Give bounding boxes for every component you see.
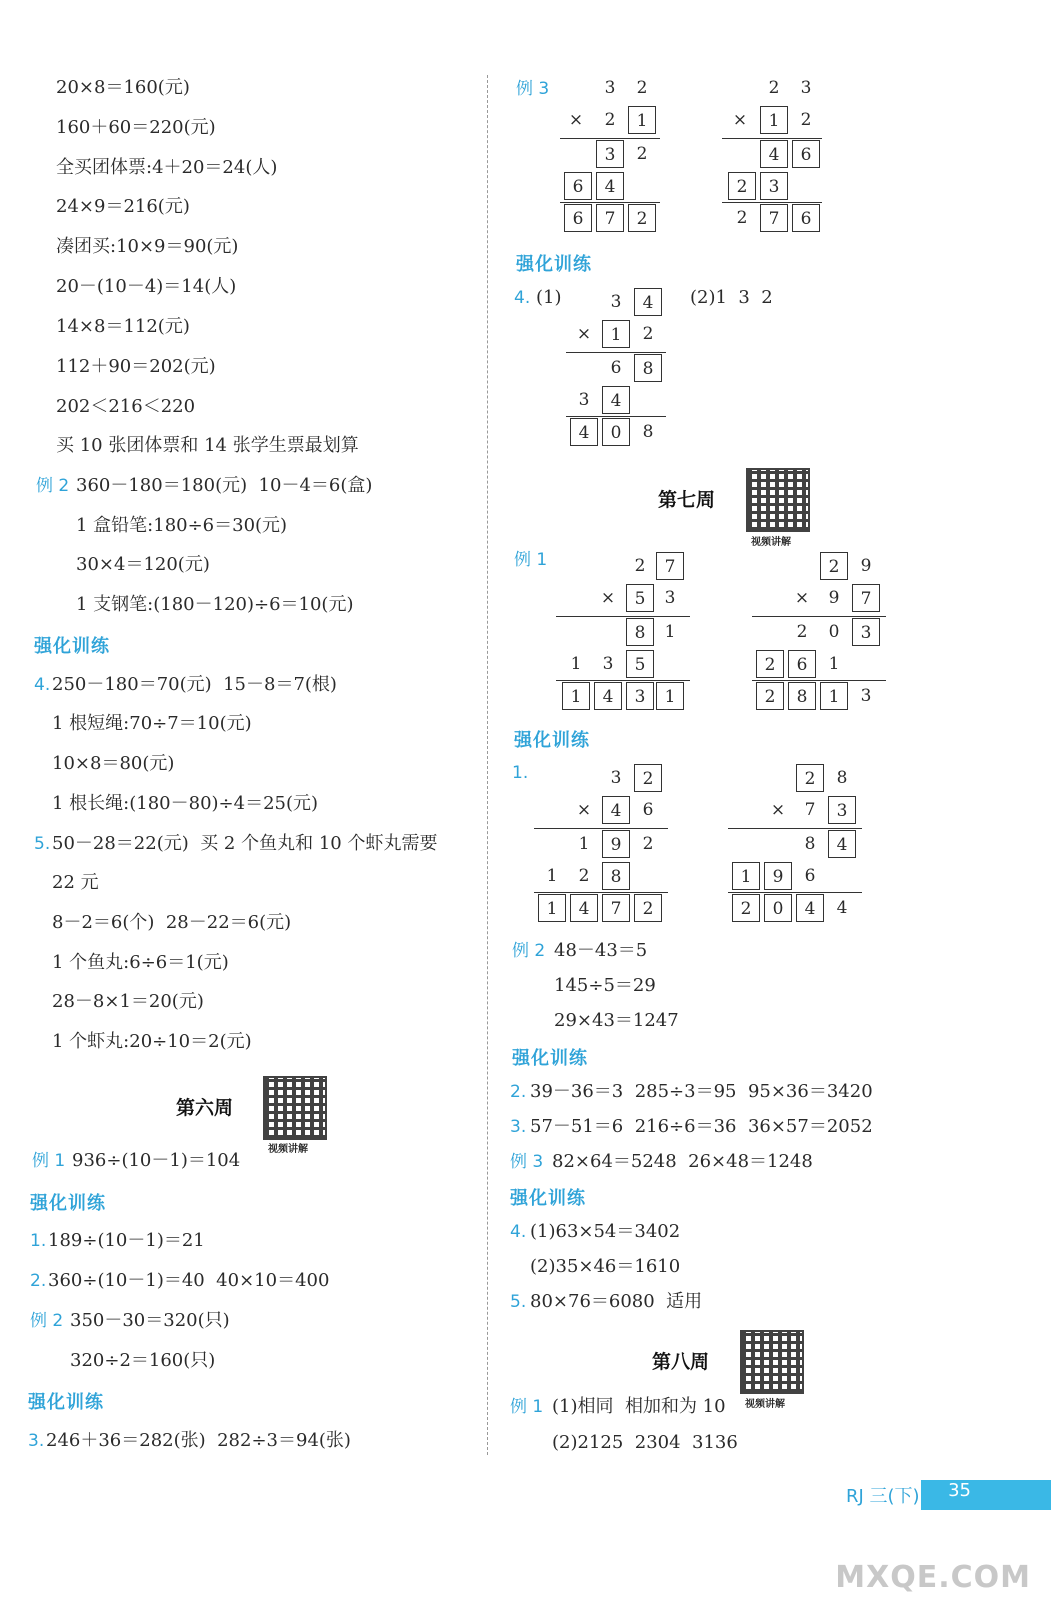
digit: 3 [664,588,676,608]
qr-code-icon [263,1076,327,1140]
digit-box: 2 [756,650,784,678]
digit: 1 [578,834,590,854]
text-line: 350－30＝320(只) [70,1310,230,1331]
text-line: 189÷(10－1)＝21 [48,1230,205,1251]
text-line: 1 个虾丸:20÷10＝2(元) [52,1031,252,1052]
text-line: 1 根长绳:(180－80)÷4＝25(元) [52,793,319,814]
watermark: MXQE.COM [835,1560,1031,1595]
rule-line [566,416,666,417]
digit-box: 8 [634,354,662,382]
rule-line [728,892,862,893]
section-heading: 强化训练 [516,254,592,275]
digit-box: 0 [764,894,792,922]
digit: 3 [610,768,622,788]
qr-caption: 视频讲解 [268,1144,308,1155]
section-heading: 强化训练 [514,730,590,751]
digit-box: 9 [764,862,792,890]
text-line: 160＋60＝220(元) [56,117,216,138]
digit-box: 5 [626,650,654,678]
digit-box: 7 [596,204,624,232]
text-line: (1)相同 相加和为 10 [552,1396,726,1417]
rule-line [534,892,668,893]
digit-box: 3 [852,618,880,646]
question-number: 4. [510,1222,527,1242]
times-sign: × [600,588,616,608]
text-line: 202＜216＜220 [56,396,196,417]
question-number: 4. [514,288,531,308]
question-number: 5. [34,834,51,854]
question-number: 1. [30,1231,47,1251]
question-number: 3. [510,1117,527,1137]
digit: 3 [602,654,614,674]
text-line: 250－180＝70(元) 15－8＝7(根) [52,674,337,695]
week-heading: 第六周 [176,1097,234,1119]
page-number: 35 [948,1480,971,1501]
digit-box: 4 [570,418,598,446]
example-label: 例 3 [510,1152,544,1172]
digit-box: 2 [728,172,756,200]
digit-box: 6 [564,204,592,232]
digit-box: 8 [602,862,630,890]
text-line: 20－(10－4)＝14(人) [56,276,237,297]
times-sign: × [576,800,592,820]
text-line: 80×76＝6080 适用 [530,1291,703,1312]
digit-box: 9 [602,830,630,858]
digit-box: 1 [602,320,630,348]
text-line: 145÷5＝29 [554,975,656,996]
text-line: 57－51＝6 216÷6＝36 36×57＝2052 [530,1116,873,1137]
text-line: 246＋36＝282(张) 282÷3＝94(张) [46,1430,351,1451]
page-footer [751,1474,1051,1518]
example-label: 例 1 [514,550,548,570]
times-sign: × [770,800,786,820]
text-line: 28－8×1＝20(元) [52,991,204,1012]
digit-box: 1 [628,106,656,134]
digit-box: 7 [656,552,684,580]
example-label: 例 2 [512,941,546,961]
digit-box: 1 [760,106,788,134]
text-line: 全买团体票:4＋20＝24(人) [56,157,278,178]
digit-box: 7 [852,584,880,612]
text-line: 24×9＝216(元) [56,196,190,217]
rule-line [728,828,862,829]
digit: 6 [642,800,654,820]
text-line: 39－36＝3 285÷3＝95 95×36＝3420 [530,1081,873,1102]
text-line: 112＋90＝202(元) [56,356,216,377]
digit-box: 1 [732,862,760,890]
digit-box: 4 [796,894,824,922]
digit-box: 6 [564,172,592,200]
digit-box: 5 [626,584,654,612]
digit: 8 [836,768,848,788]
digit-box: 4 [760,140,788,168]
digit: 9 [828,588,840,608]
digit: 6 [804,866,816,886]
times-sign: × [576,324,592,344]
digit-box: 6 [792,204,820,232]
rule-line [534,828,668,829]
week-heading: 第八周 [652,1351,710,1373]
text-line: 360÷(10－1)＝40 40×10＝400 [48,1270,330,1291]
text-line: (2)2125 2304 3136 [552,1432,738,1453]
digit-box: 1 [656,682,684,710]
digit: 6 [610,358,622,378]
text-line: 29×43＝1247 [554,1010,679,1031]
digit-box: 3 [596,140,624,168]
rule-line [556,680,690,681]
example-label: 例 2 [36,476,70,496]
digit: 1 [546,866,558,886]
digit: 4 [836,898,848,918]
digit-box: 3 [828,796,856,824]
digit: 3 [604,78,616,98]
text-line: 30×4＝120(元) [76,554,210,575]
section-heading: 强化训练 [28,1392,104,1413]
digit-box: 4 [634,288,662,316]
digit-box: 1 [820,682,848,710]
digit: 2 [800,110,812,130]
qr-caption: 视频讲解 [751,537,791,548]
digit-box: 7 [602,894,630,922]
digit-box: 4 [602,796,630,824]
rule-line [566,352,666,353]
section-heading: 强化训练 [510,1188,586,1209]
question-number: 2. [30,1271,47,1291]
digit-box: 2 [634,764,662,792]
footer-bar [921,1480,1051,1510]
text-line: 14×8＝112(元) [56,316,190,337]
text-line: 1 支钢笔:(180－120)÷6＝10(元) [76,594,354,615]
rule-line [752,680,886,681]
digit-box: 8 [788,682,816,710]
digit: 3 [578,390,590,410]
digit-box: 3 [760,172,788,200]
text-line: 320÷2＝160(只) [70,1350,216,1371]
digit-box: 7 [760,204,788,232]
qr-code-icon [740,1330,804,1394]
text-line: 1 根短绳:70÷7＝10(元) [52,713,252,734]
digit-box: 8 [626,618,654,646]
digit: 3 [860,686,872,706]
qr-caption: 视频讲解 [745,1399,785,1410]
digit-box: 4 [596,172,624,200]
digit: 1 [570,654,582,674]
times-sign: × [732,110,748,130]
text-line: 82×64＝5248 26×48＝1248 [552,1151,813,1172]
section-heading: 强化训练 [512,1048,588,1069]
digit: 2 [636,78,648,98]
question-number: 2. [510,1082,527,1102]
digit: 7 [804,800,816,820]
digit-box: 4 [602,386,630,414]
rule-line [722,202,822,203]
digit-box: 2 [732,894,760,922]
text-line: 8－2＝6(个) 28－22＝6(元) [52,912,292,933]
digit-box: 3 [626,682,654,710]
question-number: 1. [512,763,529,783]
text-line: 买 10 张团体票和 14 张学生票最划算 [56,435,359,456]
digit-box: 2 [628,204,656,232]
example-label: 例 1 [510,1397,544,1417]
text-line: (2)1 3 2 [690,287,773,308]
text-line: 1 盒铅笔:180÷6＝30(元) [76,515,288,536]
digit-box: 2 [756,682,784,710]
section-heading: 强化训练 [34,636,110,657]
digit: 9 [860,556,872,576]
text-line: (2)35×46＝1610 [530,1256,681,1277]
digit-box: 0 [602,418,630,446]
text-line: 360－180＝180(元) 10－4＝6(盒) [76,475,373,496]
week-heading: 第七周 [658,489,716,511]
rule-line [556,616,690,617]
times-sign: × [568,110,584,130]
text-line: 10×8＝80(元) [52,753,175,774]
question-number: 3. [28,1431,45,1451]
digit: 2 [636,144,648,164]
digit: 1 [664,622,676,642]
rule-line [560,202,660,203]
digit-box: 4 [570,894,598,922]
rule-line [722,138,822,139]
digit: 2 [642,834,654,854]
column-divider [487,75,488,1455]
digit: 1 [828,654,840,674]
example-label: 例 2 [30,1311,64,1331]
digit-box: 4 [828,830,856,858]
digit-box: 2 [796,764,824,792]
digit: 2 [796,622,808,642]
text-line: 48－43＝5 [554,940,648,961]
digit-box: 1 [562,682,590,710]
text-line: 凑团买:10×9＝90(元) [56,236,239,257]
digit-box: 2 [820,552,848,580]
text-line: (1) [536,287,562,308]
digit: 8 [804,834,816,854]
text-line: (1)63×54＝3402 [530,1221,681,1242]
question-number: 5. [510,1292,527,1312]
digit-box: 4 [594,682,622,710]
text-line: 50－28＝22(元) 买 2 个鱼丸和 10 个虾丸需要 [52,833,438,854]
text-line: 1 个鱼丸:6÷6＝1(元) [52,952,229,973]
example-label: 例 3 [516,79,550,99]
footer-label: RJ 三(下) [846,1486,920,1507]
qr-code-icon [746,468,810,532]
digit: 2 [768,78,780,98]
text-line: 20×8＝160(元) [56,77,190,98]
digit: 2 [604,110,616,130]
digit-box: 2 [634,894,662,922]
example-label: 例 1 [32,1151,66,1171]
section-heading: 强化训练 [30,1193,106,1214]
digit-box: 6 [792,140,820,168]
text-line: 936÷(10－1)＝104 [72,1150,241,1171]
digit: 0 [828,622,840,642]
digit: 2 [642,324,654,344]
question-number: 4. [34,675,51,695]
digit: 3 [800,78,812,98]
digit: 3 [610,292,622,312]
rule-line [560,138,660,139]
digit-box: 6 [788,650,816,678]
text-line: 22 元 [52,872,99,893]
digit: 2 [578,866,590,886]
digit: 2 [736,208,748,228]
digit: 2 [634,556,646,576]
digit: 8 [642,422,654,442]
rule-line [752,616,886,617]
digit-box: 1 [538,894,566,922]
times-sign: × [794,588,810,608]
